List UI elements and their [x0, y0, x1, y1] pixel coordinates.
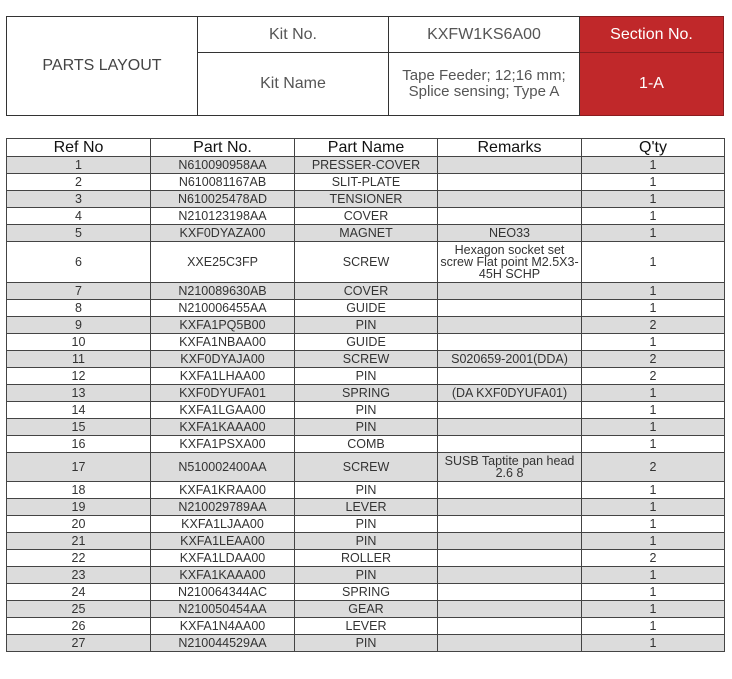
- cell-part-name: GUIDE: [295, 334, 438, 351]
- cell-remarks: [438, 516, 582, 533]
- cell-part-name: PIN: [295, 516, 438, 533]
- table-row: [7, 385, 725, 402]
- cell-remarks: SUSB Taptite pan head 2.6 8: [438, 453, 582, 482]
- cell-part-name: PRESSER-COVER: [295, 157, 438, 174]
- cell-part-name: SCREW: [295, 351, 438, 368]
- cell-remarks: S020659-2001(DDA): [438, 351, 582, 368]
- cell-qty: 1: [582, 283, 725, 300]
- cell-ref-no: 5: [7, 225, 151, 242]
- table-header-row: [7, 139, 725, 157]
- cell-part-no: KXFA1LGAA00: [151, 402, 295, 419]
- cell-part-no: KXFA1LJAA00: [151, 516, 295, 533]
- cell-part-name: GUIDE: [295, 300, 438, 317]
- cell-ref-no: 15: [7, 419, 151, 436]
- cell-ref-no: 25: [7, 601, 151, 618]
- cell-part-name: SCREW: [295, 453, 438, 482]
- column-header-qty: Q'ty: [582, 139, 725, 157]
- cell-qty: 1: [582, 516, 725, 533]
- cell-qty: 1: [582, 242, 725, 283]
- table-row: [7, 351, 725, 368]
- cell-remarks: [438, 567, 582, 584]
- cell-part-name: PIN: [295, 317, 438, 334]
- cell-remarks: [438, 368, 582, 385]
- cell-ref-no: 3: [7, 191, 151, 208]
- cell-ref-no: 16: [7, 436, 151, 453]
- cell-part-no: XXE25C3FP: [151, 242, 295, 283]
- cell-part-no: N210050454AA: [151, 601, 295, 618]
- cell-qty: 1: [582, 533, 725, 550]
- cell-qty: 2: [582, 351, 725, 368]
- cell-qty: 1: [582, 499, 725, 516]
- cell-remarks: [438, 300, 582, 317]
- table-row: [7, 402, 725, 419]
- cell-qty: 2: [582, 550, 725, 567]
- cell-remarks: [438, 550, 582, 567]
- cell-remarks: [438, 436, 582, 453]
- cell-part-name: SPRING: [295, 385, 438, 402]
- cell-part-no: KXF0DYAJA00: [151, 351, 295, 368]
- cell-remarks: [438, 174, 582, 191]
- cell-ref-no: 13: [7, 385, 151, 402]
- cell-part-no: KXFA1PQ5B00: [151, 317, 295, 334]
- cell-part-no: KXFA1KRAA00: [151, 482, 295, 499]
- cell-remarks: [438, 402, 582, 419]
- cell-ref-no: 23: [7, 567, 151, 584]
- column-header-ref-no: Ref No: [7, 139, 151, 157]
- cell-remarks: [438, 618, 582, 635]
- kit-header: [6, 16, 724, 116]
- cell-part-no: N210044529AA: [151, 635, 295, 652]
- cell-qty: 1: [582, 191, 725, 208]
- table-row: [7, 482, 725, 499]
- cell-ref-no: 12: [7, 368, 151, 385]
- cell-remarks: [438, 533, 582, 550]
- cell-remarks: [438, 283, 582, 300]
- cell-qty: 1: [582, 334, 725, 351]
- table-row: [7, 584, 725, 601]
- cell-qty: 1: [582, 208, 725, 225]
- cell-part-name: PIN: [295, 402, 438, 419]
- cell-remarks: [438, 635, 582, 652]
- table-row: [7, 283, 725, 300]
- cell-ref-no: 27: [7, 635, 151, 652]
- column-header-part-no: Part No.: [151, 139, 295, 157]
- cell-part-no: N610025478AD: [151, 191, 295, 208]
- cell-qty: 1: [582, 225, 725, 242]
- cell-part-no: N210029789AA: [151, 499, 295, 516]
- cell-part-no: KXFA1LHAA00: [151, 368, 295, 385]
- cell-ref-no: 9: [7, 317, 151, 334]
- parts-layout-title: PARTS LAYOUT: [7, 17, 198, 116]
- cell-remarks: [438, 482, 582, 499]
- cell-part-no: KXFA1N4AA00: [151, 618, 295, 635]
- table-row: [7, 516, 725, 533]
- cell-qty: 1: [582, 635, 725, 652]
- section-no-label: Section No.: [580, 17, 724, 53]
- cell-remarks: (DA KXF0DYUFA01): [438, 385, 582, 402]
- cell-part-name: PIN: [295, 419, 438, 436]
- cell-part-name: SCREW: [295, 242, 438, 283]
- table-row: [7, 419, 725, 436]
- table-row: [7, 499, 725, 516]
- cell-part-no: KXF0DYAZA00: [151, 225, 295, 242]
- cell-part-name: TENSIONER: [295, 191, 438, 208]
- cell-qty: 1: [582, 482, 725, 499]
- cell-ref-no: 20: [7, 516, 151, 533]
- table-row: [7, 300, 725, 317]
- cell-ref-no: 17: [7, 453, 151, 482]
- table-row: [7, 550, 725, 567]
- table-row: [7, 157, 725, 174]
- cell-qty: 2: [582, 453, 725, 482]
- cell-part-no: KXFA1NBAA00: [151, 334, 295, 351]
- cell-qty: 2: [582, 317, 725, 334]
- cell-remarks: [438, 317, 582, 334]
- column-header-remarks: Remarks: [438, 139, 582, 157]
- table-row: [7, 567, 725, 584]
- cell-qty: 1: [582, 157, 725, 174]
- table-row: [7, 618, 725, 635]
- cell-ref-no: 1: [7, 157, 151, 174]
- table-row: [7, 436, 725, 453]
- table-row: [7, 242, 725, 283]
- cell-ref-no: 18: [7, 482, 151, 499]
- cell-ref-no: 21: [7, 533, 151, 550]
- cell-part-name: SLIT-PLATE: [295, 174, 438, 191]
- cell-part-no: N610081167AB: [151, 174, 295, 191]
- cell-remarks: [438, 499, 582, 516]
- cell-part-name: COMB: [295, 436, 438, 453]
- cell-remarks: Hexagon socket set screw Flat point M2.5X3-45H SCHP: [438, 242, 582, 283]
- cell-part-name: COVER: [295, 208, 438, 225]
- table-row: [7, 225, 725, 242]
- cell-remarks: [438, 157, 582, 174]
- cell-part-no: N510002400AA: [151, 453, 295, 482]
- kit-name-label: Kit Name: [198, 53, 389, 116]
- section-no-value: 1-A: [580, 53, 724, 116]
- cell-part-no: N210006455AA: [151, 300, 295, 317]
- cell-part-no: KXFA1PSXA00: [151, 436, 295, 453]
- cell-part-name: LEVER: [295, 618, 438, 635]
- cell-part-name: MAGNET: [295, 225, 438, 242]
- cell-qty: 2: [582, 368, 725, 385]
- cell-part-name: GEAR: [295, 601, 438, 618]
- kit-no-label: Kit No.: [198, 17, 389, 53]
- cell-remarks: [438, 334, 582, 351]
- cell-qty: 1: [582, 567, 725, 584]
- cell-ref-no: 6: [7, 242, 151, 283]
- table-row: [7, 191, 725, 208]
- cell-qty: 1: [582, 402, 725, 419]
- cell-part-name: PIN: [295, 368, 438, 385]
- cell-ref-no: 19: [7, 499, 151, 516]
- cell-part-no: KXFA1LEAA00: [151, 533, 295, 550]
- cell-part-name: SPRING: [295, 584, 438, 601]
- cell-remarks: [438, 208, 582, 225]
- cell-part-name: ROLLER: [295, 550, 438, 567]
- kit-no-value: KXFW1KS6A00: [389, 17, 580, 53]
- cell-part-name: PIN: [295, 635, 438, 652]
- cell-ref-no: 11: [7, 351, 151, 368]
- cell-remarks: [438, 191, 582, 208]
- column-header-part-name: Part Name: [295, 139, 438, 157]
- table-row: [7, 317, 725, 334]
- cell-qty: 1: [582, 300, 725, 317]
- table-row: [7, 368, 725, 385]
- table-row: [7, 533, 725, 550]
- cell-qty: 1: [582, 584, 725, 601]
- cell-part-no: KXFA1LDAA00: [151, 550, 295, 567]
- cell-part-name: PIN: [295, 533, 438, 550]
- cell-ref-no: 2: [7, 174, 151, 191]
- cell-part-name: PIN: [295, 482, 438, 499]
- cell-part-name: COVER: [295, 283, 438, 300]
- cell-part-no: KXFA1KAAA00: [151, 567, 295, 584]
- cell-part-name: LEVER: [295, 499, 438, 516]
- cell-ref-no: 24: [7, 584, 151, 601]
- cell-qty: 1: [582, 385, 725, 402]
- parts-table: [6, 138, 725, 652]
- cell-remarks: NEO33: [438, 225, 582, 242]
- table-row: [7, 635, 725, 652]
- kit-name-value: Tape Feeder; 12;16 mm; Splice sensing; Type A: [389, 53, 580, 116]
- cell-part-no: N610090958AA: [151, 157, 295, 174]
- cell-ref-no: 4: [7, 208, 151, 225]
- cell-part-no: KXF0DYUFA01: [151, 385, 295, 402]
- cell-qty: 1: [582, 419, 725, 436]
- cell-ref-no: 26: [7, 618, 151, 635]
- cell-part-no: N210123198AA: [151, 208, 295, 225]
- cell-remarks: [438, 584, 582, 601]
- cell-part-no: KXFA1KAAA00: [151, 419, 295, 436]
- table-row: [7, 453, 725, 482]
- table-row: [7, 208, 725, 225]
- cell-part-no: N210064344AC: [151, 584, 295, 601]
- cell-ref-no: 14: [7, 402, 151, 419]
- table-row: [7, 601, 725, 618]
- cell-qty: 1: [582, 601, 725, 618]
- cell-ref-no: 8: [7, 300, 151, 317]
- cell-ref-no: 7: [7, 283, 151, 300]
- cell-part-no: N210089630AB: [151, 283, 295, 300]
- cell-qty: 1: [582, 174, 725, 191]
- cell-qty: 1: [582, 436, 725, 453]
- cell-qty: 1: [582, 618, 725, 635]
- cell-ref-no: 10: [7, 334, 151, 351]
- table-row: [7, 334, 725, 351]
- table-row: [7, 174, 725, 191]
- cell-remarks: [438, 419, 582, 436]
- cell-part-name: PIN: [295, 567, 438, 584]
- cell-ref-no: 22: [7, 550, 151, 567]
- cell-remarks: [438, 601, 582, 618]
